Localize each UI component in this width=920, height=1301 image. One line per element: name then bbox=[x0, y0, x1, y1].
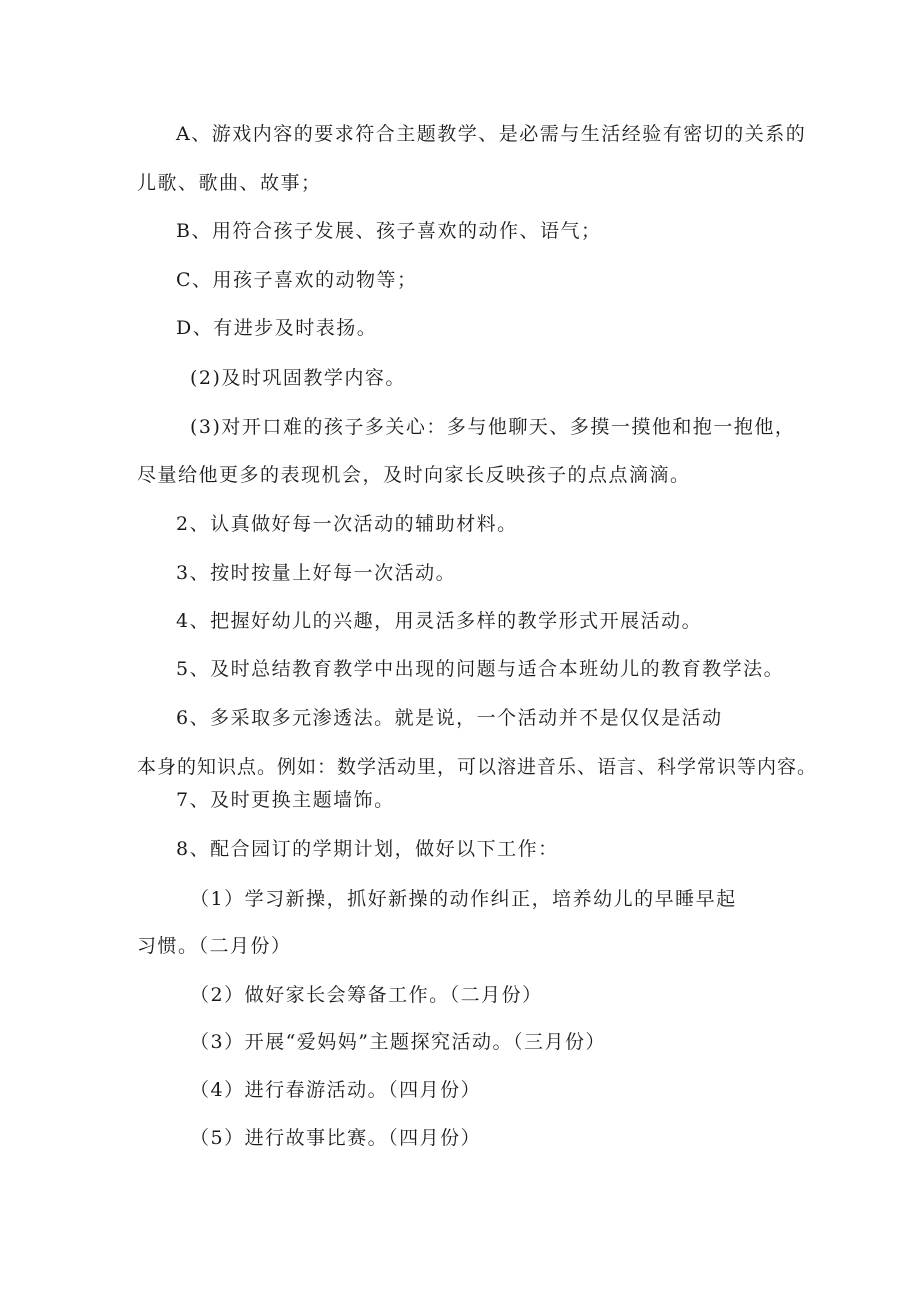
paragraph-line: （5）进行故事比赛。（四月份） bbox=[190, 1127, 482, 1149]
paragraph-line: 习惯。（二月份） bbox=[137, 935, 292, 957]
paragraph-line: 6、多采取多元渗透法。就是说，一个活动并不是仅仅是活动 bbox=[176, 707, 723, 729]
paragraph-line: 8、配合园订的学期计划，做好以下工作： bbox=[176, 838, 559, 860]
paragraph-line: 7、及时更换主题墙饰。 bbox=[176, 789, 395, 811]
paragraph-line: 3、按时按量上好每一次活动。 bbox=[176, 562, 457, 584]
paragraph-line: 本身的知识点。例如：数学活动里，可以溶进音乐、语言、科学常识等内容。 bbox=[137, 756, 818, 778]
paragraph-line: B、用符合孩子发展、孩子喜欢的动作、语气； bbox=[176, 220, 602, 242]
paragraph-line: (2)及时巩固教学内容。 bbox=[190, 367, 406, 389]
paragraph-line: 儿歌、歌曲、故事； bbox=[137, 172, 322, 194]
paragraph-line: （1）学习新操，抓好新操的动作纠正，培养幼儿的早睡早起 bbox=[190, 888, 737, 910]
paragraph-line: （4）进行春游活动。（四月份） bbox=[190, 1079, 482, 1101]
paragraph-line: 4、把握好幼儿的兴趣，用灵活多样的教学形式开展活动。 bbox=[176, 610, 703, 632]
paragraph-line: （2）做好家长会筹备工作。（二月份） bbox=[190, 984, 543, 1006]
paragraph-line: （3）开展“爱妈妈”主题探究活动。（三月份） bbox=[190, 1031, 607, 1053]
paragraph-line: D、有进步及时表扬。 bbox=[176, 317, 378, 339]
paragraph-line: 2、认真做好每一次活动的辅助材料。 bbox=[176, 513, 518, 535]
paragraph-line: C、用孩子喜欢的动物等； bbox=[176, 269, 418, 291]
paragraph-line: 尽量给他更多的表现机会，及时向家长反映孩子的点点滴滴。 bbox=[137, 464, 691, 486]
paragraph-line: A、游戏内容的要求符合主题教学、是必需与生活经验有密切的关系的 bbox=[176, 123, 807, 145]
paragraph-line: (3)对开口难的孩子多关心：多与他聊天、多摸一摸他和抱一抱他， bbox=[190, 416, 796, 438]
paragraph-line: 5、及时总结教育教学中出现的问题与适合本班幼儿的教育教学法。 bbox=[176, 658, 785, 680]
